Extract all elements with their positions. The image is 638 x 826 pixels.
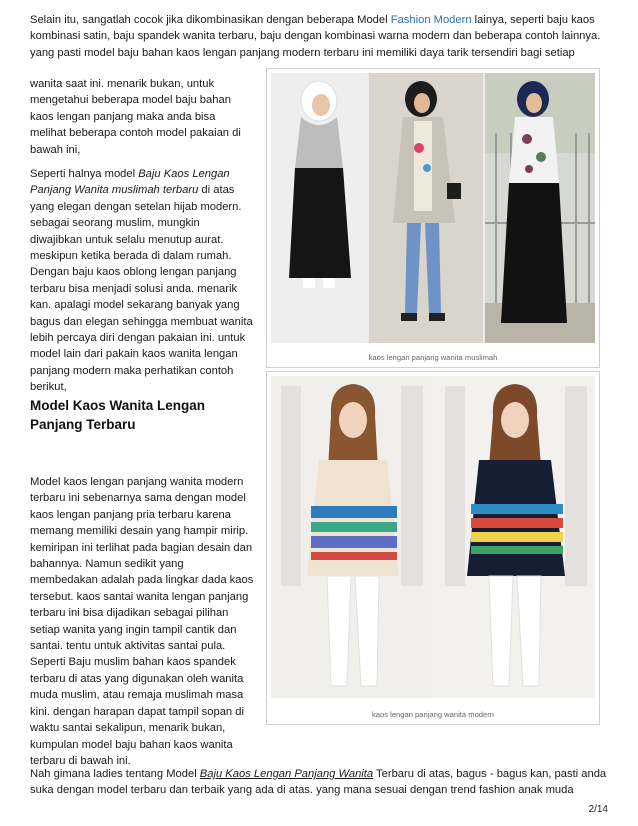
text-line: bahannya. Namun sedikit yang (30, 558, 184, 571)
text-line: terbaru bisa menjadi solusi anda. menarik (30, 282, 238, 295)
text-line: terbaru ini bisa dijadikan sebagai pilihan (30, 607, 229, 620)
text-line: kini. dengan harapan dapat tampil sopan di (30, 705, 244, 718)
photo-hijab-models (271, 73, 595, 343)
photo-sweater-models (271, 376, 595, 698)
text-line: diwajibkan untuk selalu menutup aurat. (30, 233, 224, 246)
para2-after-italic: di atas (198, 184, 235, 197)
intro-text-start: Selain itu, sangatlah cocok jika dikombinasikan dengan beberapa Model (30, 14, 391, 26)
text-line: kemiripan ini terlihat pada bagian desain dan (30, 541, 253, 554)
text-line: Seperti Baju muslim bahan kaos spandek (30, 656, 236, 669)
text-line: membedakan adalah pada lingkar dada kaos (30, 574, 254, 587)
paragraph-2 (30, 166, 260, 396)
text-line (30, 166, 260, 182)
figure-caption: kaos lengan panjang wanita muslimah (368, 353, 498, 362)
text-line: muda muslim, atau remaja muslimah masa (30, 689, 244, 702)
text-line: meskipun ketika berada di dalam rumah. (30, 250, 232, 263)
text-line: Model kaos lengan panjang wanita modern (30, 476, 244, 488)
closing-rest: Terbaru di atas, bagus - bagus kan, pasti anda suka dengan model terbaru dan terbaik yang ada di atas. yang mana sesuai dengan trend fashion anak muda (30, 768, 607, 797)
text-line: kaos lengan panjang pria terbaru karena (30, 508, 231, 521)
text-line: mengetahui beberapa model baju bahan (30, 94, 231, 107)
text-line: berikut, (30, 381, 67, 394)
baju-kaos-link[interactable]: Baju Kaos Lengan Panjang Wanita (199, 768, 374, 780)
text-line: melihat beberapa contoh model pakaian di (30, 127, 241, 140)
text-line: bawah ini, (30, 143, 81, 156)
text-line: kan. apalagi model sekarang banyak yang (30, 299, 240, 312)
page-number: 2/14 (588, 804, 608, 815)
text-line: terbaru di bawah ini. (30, 754, 131, 767)
text-line: kumpulan model baju bahan kaos wanita (30, 738, 233, 751)
text-line: model lain dari pakain kaos wanita lengan (30, 348, 238, 361)
closing-lead: Nah gimana ladies tentang Model (30, 768, 200, 780)
paragraph-1 (30, 76, 260, 158)
para2-italic-term: Panjang Wanita muslimah terbaru (30, 184, 199, 197)
text-line: terbaru di atas yang digunakan oleh wanita (30, 672, 244, 685)
fashion-modern-link[interactable]: Fashion Modern (390, 14, 472, 26)
text-line: yang elegan dengan setelan hijab modern. (30, 200, 242, 213)
text-line: bagus dan elegan sehingga membuat wanita (30, 315, 253, 328)
text-line: sebagai seorang muslim, mungkin (30, 217, 200, 230)
text-line: waktu santai sekalipun, menarik bukan, (30, 722, 226, 735)
hijab-models-illustration (271, 73, 595, 343)
text-line: kaos lengan panjang maka anda bisa (30, 110, 216, 123)
closing-paragraph (30, 766, 610, 799)
section-heading: Model Kaos Wanita Lengan Panjang Terbaru (30, 398, 206, 432)
intro-paragraph (30, 12, 610, 61)
text-line: memang memiliki desain yang hampir mirip. (30, 525, 249, 538)
text-line: santai. tentu untuk aktivitas santai pula. (30, 640, 226, 653)
text-line: setiap wanita yang ingin tampil cantik dan (30, 623, 237, 636)
text-line: terbaru ini sebenarnya sama dengan model (30, 492, 246, 505)
text-line: lebih percaya diri dengan pakaian ini. untuk (30, 332, 246, 345)
text-line (30, 182, 260, 198)
figure-modern-sweaters (266, 371, 600, 725)
text-line: tersebut. kaos santai wanita lengan panjang (30, 590, 249, 603)
figure-hijab-outfits (266, 68, 600, 368)
para2-lead: Seperti halnya model (30, 168, 139, 180)
text-line: panjang modern maka perhatikan contoh (30, 364, 234, 377)
intro-text-end: lainya, seperti baju kaos kombinasi satin, baju spandek wanita terbaru, baju dengan kombinasi warna modern dan beberapa contoh lainnya. yang pasti model baju bahan kaos lengan panjang modern terbaru ini memiliki daya tarik tersendiri bagi setiap (30, 14, 601, 59)
text-line: Dengan baju kaos oblong lengan panjang (30, 266, 237, 279)
figure-caption: kaos lengan panjang wanita modern (371, 710, 494, 719)
text-line: wanita saat ini. menarik bukan, untuk (30, 78, 215, 90)
para2-italic-term: Baju Kaos Lengan (138, 168, 230, 180)
sweater-models-illustration (271, 376, 595, 698)
paragraph-3 (30, 474, 260, 769)
